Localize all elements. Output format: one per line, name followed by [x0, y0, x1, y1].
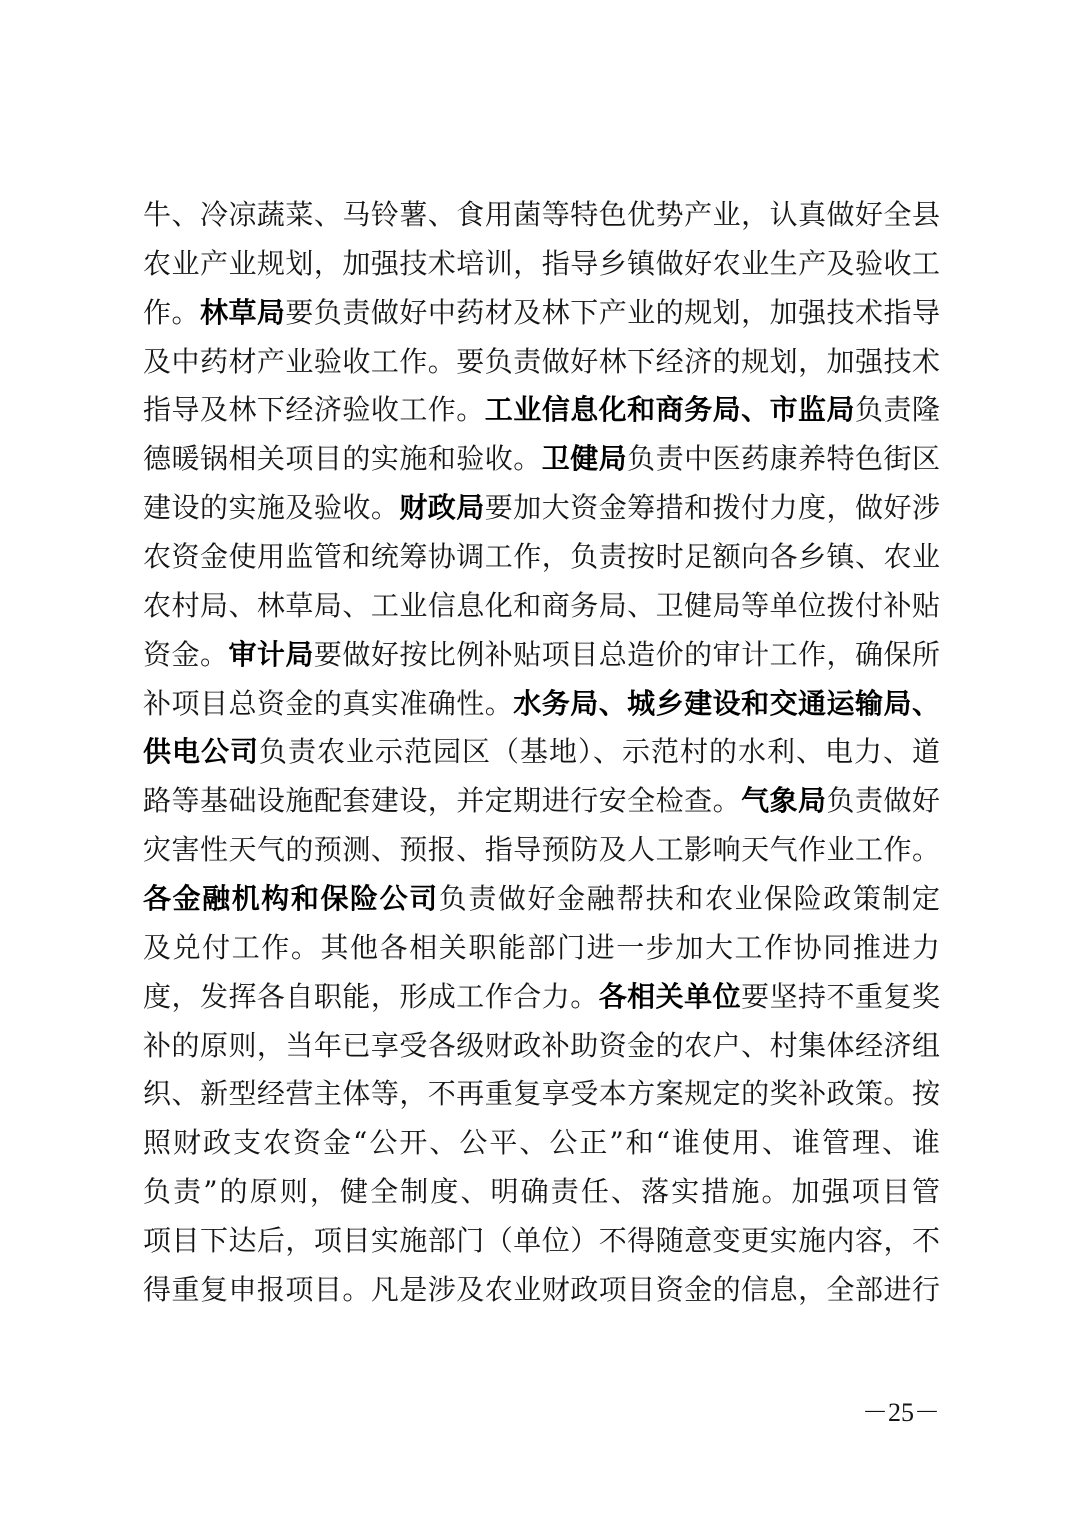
text-line — [143, 728, 940, 777]
text-run: 补项目总资金的真实准确性。 — [143, 686, 514, 720]
text-run: 补的原则，当年已享受各级财政补助资金的农户、村集体经济组 — [143, 1028, 940, 1062]
text-line — [143, 924, 940, 973]
text-line — [143, 386, 940, 435]
text-line — [143, 1119, 940, 1168]
text-run: 指导及林下经济验收工作。 — [143, 393, 485, 427]
text-run: 要坚持不重复奖 — [741, 979, 940, 1013]
department-name: 各金融机构和保险公司 — [143, 882, 439, 916]
department-name: 水务局、城乡建设和交通运输局、 — [513, 686, 940, 720]
text-line — [143, 338, 940, 387]
text-run: 作。 — [143, 295, 200, 329]
text-line — [143, 777, 940, 826]
text-line — [143, 533, 940, 582]
text-line — [143, 973, 940, 1022]
text-run: 及兑付工作。其他各相关职能部门进一步加大工作协同推进力 — [143, 930, 940, 964]
text-line — [143, 1022, 940, 1071]
text-run: 项目下达后，项目实施部门（单位）不得随意变更实施内容，不 — [143, 1224, 940, 1258]
text-line — [143, 191, 940, 240]
department-name: 供电公司 — [143, 735, 259, 769]
text-run: 牛、冷凉蔬菜、马铃薯、食用菌等特色优势产业，认真做好全县 — [143, 198, 940, 231]
text-run: 度，发挥各自职能，形成工作合力。 — [143, 979, 599, 1013]
page-number: －25－ — [861, 1398, 940, 1427]
text-run: 要负责做好中药材及林下产业的规划，加强技术指导 — [285, 295, 940, 329]
text-run: 灾害性天气的预测、预报、指导预防及人工影响天气作业工作。 — [143, 833, 940, 867]
department-name: 审计局 — [228, 637, 314, 671]
text-run: 织、新型经营主体等，不再重复享受本方案规定的奖补政策。按 — [143, 1077, 940, 1111]
text-run: 路等基础设施配套建设，并定期进行安全检查。 — [143, 784, 742, 818]
text-line — [143, 582, 940, 631]
text-run: 农村局、林草局、工业信息化和商务局、卫健局等单位拨付补贴 — [143, 588, 940, 622]
text-run: 负责农业示范园区（基地）、示范村的水利、电力、道 — [259, 735, 940, 769]
text-run: 农业产业规划，加强技术培训，指导乡镇做好农业生产及验收工 — [143, 246, 940, 280]
text-run: 德暖锅相关项目的实施和验收。 — [143, 442, 542, 476]
text-run: 建设的实施及验收。 — [143, 491, 400, 525]
text-run: 负责做好 — [826, 784, 940, 818]
text-line — [143, 484, 940, 533]
department-name: 工业信息化和商务局、市监局 — [484, 393, 856, 427]
text-run: 负责隆 — [855, 393, 940, 427]
text-run: 资金。 — [143, 637, 229, 671]
text-line — [143, 1070, 940, 1119]
text-line — [143, 240, 940, 289]
text-line — [143, 1217, 940, 1266]
text-run: 要加大资金筹措和拨付力度，做好涉 — [484, 491, 940, 525]
text-run: 农资金使用监管和统筹协调工作，负责按时足额向各乡镇、农业 — [143, 540, 940, 574]
department-name: 各相关单位 — [598, 979, 742, 1013]
text-run: 负责做好金融帮扶和农业保险政策制定 — [438, 882, 940, 916]
text-line — [143, 1168, 940, 1217]
text-line — [143, 826, 940, 875]
department-name: 卫健局 — [541, 442, 628, 476]
department-name: 财政局 — [399, 491, 485, 525]
text-line — [143, 875, 940, 924]
text-run: 照财政支农资金“公开、公平、公正”和“谁使用、谁管理、谁 — [143, 1126, 940, 1160]
text-line — [143, 631, 940, 680]
text-line — [143, 1266, 940, 1315]
department-name: 林草局 — [199, 295, 286, 329]
text-line — [143, 435, 940, 484]
text-run: 要做好按比例补贴项目总造价的审计工作，确保所 — [313, 637, 940, 671]
text-line — [143, 680, 940, 729]
text-run: 及中药材产业验收工作。要负责做好林下经济的规划，加强技术 — [143, 344, 940, 378]
text-run: 得重复申报项目。凡是涉及农业财政项目资金的信息，全部进行 — [143, 1272, 940, 1306]
text-run: 负责中医药康养特色街区 — [627, 442, 940, 476]
text-run: 负责”的原则，健全制度、明确责任、落实措施。加强项目管 — [143, 1175, 940, 1209]
body-text — [143, 191, 940, 1315]
text-line — [143, 289, 940, 338]
department-name: 气象局 — [741, 784, 827, 818]
